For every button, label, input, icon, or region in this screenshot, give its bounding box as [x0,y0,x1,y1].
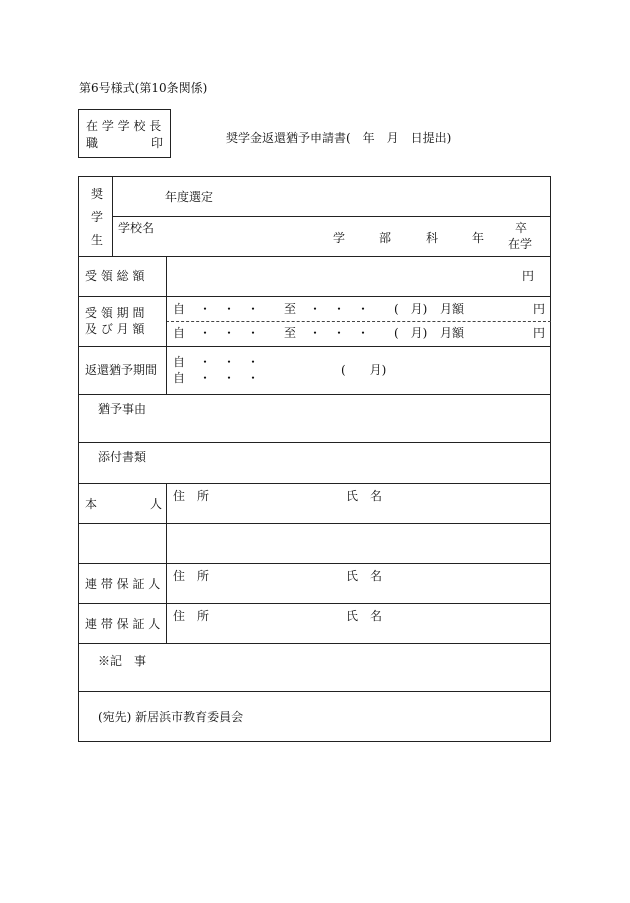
deferment-row1-date[interactable]: ・ ・ ・ [199,355,260,369]
student-label-char-3: 生 [91,233,104,247]
department-suffix: 科 [426,231,439,245]
guarantor1-label: 連 帯 保 証 人 [85,577,161,591]
total-amount-label: 受 領 総 額 [85,269,145,283]
deferment-months[interactable]: ( 月) [341,363,387,377]
period-row1-to-date[interactable]: ・ ・ ・ [309,302,370,316]
seal-label: 印 [151,136,164,150]
period-row2-months[interactable]: ( 月) [394,326,428,340]
deferment-row1-from: 自 [173,355,186,369]
main-form-table [78,176,551,742]
attachments-label: 添付書類 [98,450,147,464]
period-row1-to: 至 [284,302,297,316]
principal-title-label: 職 [86,136,99,150]
guarantor2-label: 連 帯 保 証 人 [85,617,161,631]
faculty-suffix: 部 [379,231,392,245]
graduated-option[interactable]: 卒 [515,221,528,235]
school-name-label: 学校名 [118,221,155,235]
period-row2-monthly-label: 月額 [440,326,465,340]
period-row1-from-date[interactable]: ・ ・ ・ [199,302,260,316]
period-row2-from-date[interactable]: ・ ・ ・ [199,326,260,340]
deferment-period-label: 返還猶予期間 [85,363,158,377]
enrolled-option[interactable]: 在学 [508,237,533,251]
self-label-left: 本 [85,497,98,511]
period-row2-yen: 円 [533,326,546,340]
period-row2-from: 自 [173,326,186,340]
school-suffix-gaku: 学 [333,231,346,245]
addressee: (宛先) 新居浜市教育委員会 [98,710,244,724]
self-address-label: 住 所 [173,489,210,503]
self-name-label: 氏 名 [346,489,383,503]
period-row2-to: 至 [284,326,297,340]
principal-seal-box [78,109,171,158]
student-label-char-1: 奨 [91,187,104,201]
year-suffix: 年 [472,231,485,245]
guarantor2-address-label: 住 所 [173,609,210,623]
period-label-line2: 及 び 月 額 [85,322,145,336]
year-selected-field[interactable]: 年度選定 [165,190,214,204]
period-row1-yen: 円 [533,302,546,316]
form-title: 奨学金返還猶予申請書( 年 月 日提出) [226,131,452,145]
guarantor1-name-label: 氏 名 [346,569,383,583]
period-label-line1: 受 領 期 間 [85,306,145,320]
deferment-row2-date[interactable]: ・ ・ ・ [199,371,260,385]
guarantor1-address-label: 住 所 [173,569,210,583]
deferment-row2-from: 自 [173,371,186,385]
self-label-right: 人 [150,497,163,511]
period-row1-months[interactable]: ( 月) [394,302,428,316]
total-amount-yen: 円 [522,269,535,283]
notes-label: ※記 事 [98,654,147,668]
period-row2-to-date[interactable]: ・ ・ ・ [309,326,370,340]
period-row1-monthly-label: 月額 [440,302,465,316]
student-label-char-2: 学 [91,210,104,224]
period-row1-from: 自 [173,302,186,316]
deferment-reason-label: 猶予事由 [98,402,147,416]
principal-label: 在 学 学 校 長 [86,119,162,133]
guarantor2-name-label: 氏 名 [346,609,383,623]
form-number: 第6号様式(第10条関係) [79,81,208,95]
